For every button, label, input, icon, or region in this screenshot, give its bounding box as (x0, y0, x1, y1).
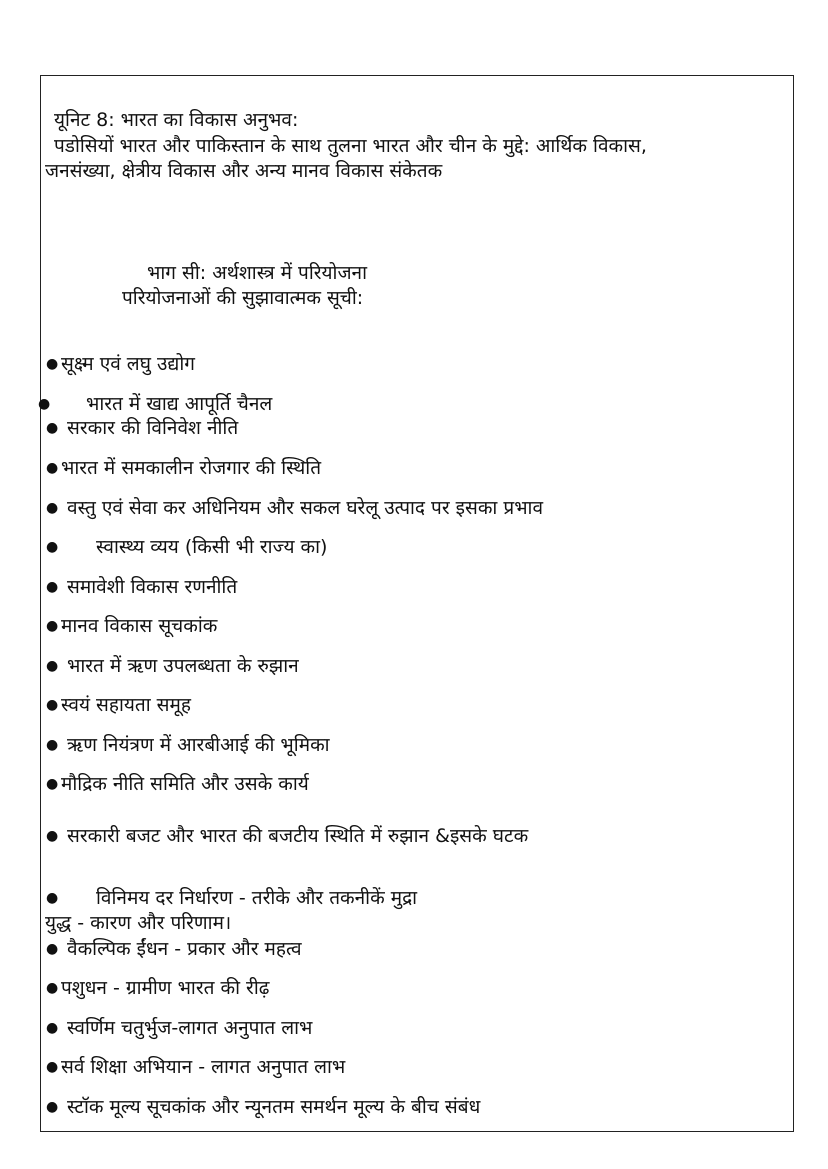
list-item: ऋण नियंत्रण में आरबीआई की भूमिका (67, 734, 330, 756)
list-item: सूक्ष्म एवं लघु उद्योग (61, 353, 195, 375)
bullet-icon: ● (46, 1020, 59, 1036)
bullet-icon: ● (46, 737, 59, 753)
bullet-icon: ● (46, 697, 59, 713)
bullet-icon: ● (46, 579, 59, 595)
list-item: भारत में समकालीन रोजगार की स्थिति (61, 457, 322, 479)
bullet-icon: ● (46, 658, 59, 674)
bullet-icon: ● (46, 1099, 59, 1115)
list-item: स्टॉक मूल्य सूचकांक और न्यूनतम समर्थन मूल्य के बीच संबंध (67, 1096, 481, 1118)
list-item: समावेशी विकास रणनीति (67, 576, 238, 598)
list-item: स्वास्थ्य व्यय (किसी भी राज्य का) (96, 536, 328, 558)
page-border (40, 75, 794, 1132)
bullet-icon: ● (46, 539, 59, 555)
list-item: मौद्रिक नीति समिति और उसके कार्य (61, 773, 309, 795)
list-item: वैकल्पिक ईंधन - प्रकार और महत्व (67, 938, 302, 960)
bullet-icon: ● (46, 500, 59, 516)
list-item: भारत में खाद्य आपूर्ति चैनल (86, 393, 273, 415)
bullet-icon: ● (38, 396, 51, 412)
unit-description-line-2: जनसंख्या, क्षेत्रीय विकास और अन्य मानव विकास संकेतक (45, 160, 443, 182)
bullet-icon: ● (46, 618, 59, 634)
section-heading: भाग सी: अर्थशास्त्र में परियोजना (147, 262, 368, 284)
bullet-icon: ● (46, 980, 59, 996)
bullet-icon: ● (46, 941, 59, 957)
list-item-continuation: युद्ध - कारण और परिणाम। (45, 912, 232, 934)
list-item: भारत में ऋण उपलब्धता के रुझान (67, 655, 299, 677)
list-item: स्वर्णिम चतुर्भुज-लागत अनुपात लाभ (67, 1017, 313, 1039)
list-item: सरकार की विनिवेश नीति (67, 417, 239, 439)
unit-description-line-1: पडोसियों भारत और पाकिस्तान के साथ तुलना भारत और चीन के मुद्दे: आर्थिक विकास, (54, 135, 647, 157)
bullet-icon: ● (46, 776, 59, 792)
section-subheading: परियोजनाओं की सुझावात्मक सूची: (122, 287, 364, 309)
bullet-icon: ● (46, 420, 59, 436)
list-item: पशुधन - ग्रामीण भारत की रीढ़ (61, 977, 270, 999)
list-item: मानव विकास सूचकांक (61, 615, 218, 637)
list-item: विनिमय दर निर्धारण - तरीके और तकनीकें मुद्रा (96, 887, 418, 909)
bullet-icon: ● (46, 890, 59, 906)
list-item: वस्तु एवं सेवा कर अधिनियम और सकल घरेलू उत्पाद पर इसका प्रभाव (67, 497, 544, 519)
bullet-icon: ● (46, 356, 59, 372)
list-item: सरकारी बजट और भारत की बजटीय स्थिति में रुझान &इसके घटक (67, 825, 529, 847)
bullet-icon: ● (46, 460, 59, 476)
list-item: स्वयं सहायता समूह (61, 694, 191, 716)
list-item: सर्व शिक्षा अभियान - लागत अनुपात लाभ (61, 1056, 346, 1078)
bullet-icon: ● (46, 1059, 59, 1075)
unit-title: यूनिट 8: भारत का विकास अनुभव: (54, 109, 299, 131)
bullet-icon: ● (46, 828, 59, 844)
